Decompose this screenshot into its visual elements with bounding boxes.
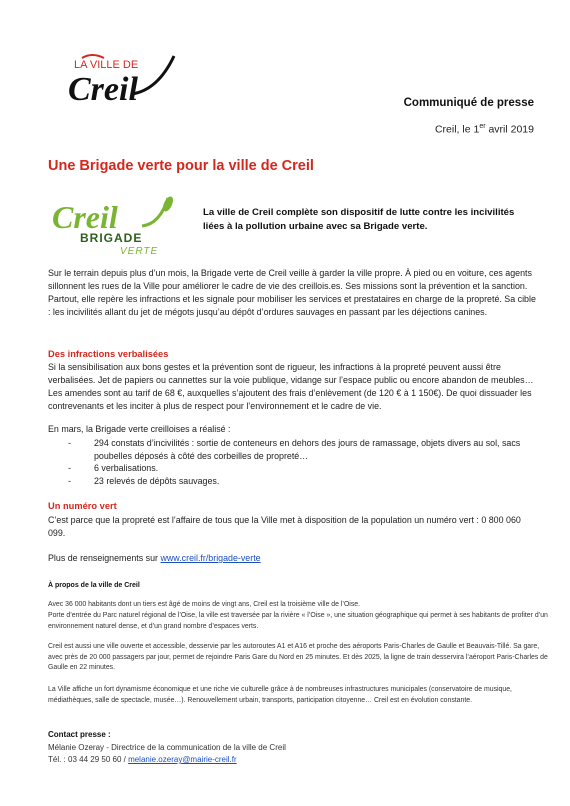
paragraph-numero-vert: C’est parce que la propreté est l’affaire de tous que la Ville met à disposition de la population un numéro vert : 0 800 060 099.: [48, 515, 521, 538]
intro-lead: La ville de Creil complète son dispositif de lutte contre les incivilités liées à la pollution urbaine avec sa Brigade verte.: [203, 207, 515, 232]
page-title: Une Brigade verte pour la ville de Creil: [48, 158, 314, 174]
svg-text:VERTE: VERTE: [120, 246, 159, 256]
brigade-verte-link[interactable]: www.creil.fr/brigade-verte: [160, 553, 261, 563]
march-intro: En mars, la Brigade verte creilloises a réalisé :: [48, 424, 231, 434]
contact-email-link[interactable]: melanie.ozeray@mairie-creil.fr: [128, 755, 237, 764]
about-heading: À propos de la ville de Creil: [48, 582, 140, 589]
about-paragraph-4: La Ville affiche un fort dynamisme économique et une riche vie culturelle grâce à de nombreuses infrastructures municipales (conservatoire de musique, médiathèques, salle de spectacle, musée…). Renouvellement urbain, transports, participation citoyenne… Creil est en évolution constante.: [48, 686, 512, 704]
list-item: - 294 constats d’incivilités : sortie de conteneurs en dehors des jours de ramassage, objets divers au sol, sacs poubelles déposés à côté des corbeilles de propreté…: [48, 437, 538, 462]
section-heading-infractions: Des infractions verbalisées: [48, 349, 169, 359]
about-paragraph-2: Porte d’entrée du Parc naturel régional de l’Oise, la ville est traversée par la rivière « l’Oise », une situation géographique qui permet à ses habitants de profiter d’un environnement naturel dense, et d’un grand nombre d’espaces verts.: [48, 612, 548, 630]
paragraph-infractions: Si la sensibilisation aux bons gestes et la prévention sont de rigueur, les infractions à la propreté peuvent aussi être verbalisées. Jet de papiers ou cannettes sur la voie publique, vidange sur l’espace public ou encore abandon de meubles… Les amendes sont au tarif de 68 €, auxquelles s’ajoutent des frais d’enlèvement (de 120 € à 1 150€). De quoi dissuader les contrevenants et les inciter à plus de respect pour l’environnement et le cadre de vie.: [48, 362, 534, 411]
contact-heading: Contact presse :: [48, 730, 111, 739]
list-item: - 23 relevés de dépôts sauvages.: [48, 475, 538, 488]
march-results-list: [48, 437, 538, 487]
ville-de-creil-logo: [62, 50, 180, 112]
about-paragraph-1: Avec 36 000 habitants dont un tiers est âgé de moins de vingt ans, Creil est la troisième ville de l’Oise.: [48, 601, 361, 608]
svg-text:Creil: Creil: [52, 199, 118, 235]
brigade-verte-logo: [50, 196, 180, 256]
section-heading-numero-vert: Un numéro vert: [48, 501, 117, 511]
svg-text:BRIGADE: BRIGADE: [80, 231, 143, 245]
logo-small-text: LA VILLE DE: [74, 59, 139, 71]
paragraph-presentation: Sur le terrain depuis plus d’un mois, la Brigade verte de Creil veille à garder la ville propre. À pied ou en voiture, ces agents sillonnent les rues de la Ville pour améliorer le cadre de vie des creillois.es. Ses missions sont la prévention et la sanction. Partout, elle repère les infractions et les signale pour mobiliser les services et prestataires en charge de la propreté. Sa cible : les incivilités allant du jet de mégots jusqu’au dépôt d’ordures sauvages en passant par les déjections canines.: [48, 268, 536, 317]
contact-name-line: Mélanie Ozeray - Directrice de la communication de la ville de Creil: [48, 743, 286, 752]
release-date: Creil, le 1er avril 2019: [434, 123, 534, 136]
about-paragraph-3: Creil est aussi une ville ouverte et accessible, desservie par les autoroutes A1 et A16 et proche des aéroports Paris-Charles de Gaulle et Beauvais-Tillé. Sa gare, avec près de 20 000 passagers par jour, permet de rejoindre Paris Gare du Nord en 25 minutes. Et dès 2025, la ligne de train desservira l’aéroport Paris-Charles de Gaulle en 22 minutes.: [48, 643, 548, 671]
contact-tel-line: Tél. : 03 44 29 50 60 / melanie.ozeray@mairie-creil.fr: [48, 755, 237, 764]
more-info-line: Plus de renseignements sur www.creil.fr/brigade-verte: [48, 553, 261, 563]
logo-text: Creil: [68, 71, 138, 108]
list-item: - 6 verbalisations.: [48, 462, 538, 475]
press-release-label: Communiqué de presse: [403, 97, 534, 109]
